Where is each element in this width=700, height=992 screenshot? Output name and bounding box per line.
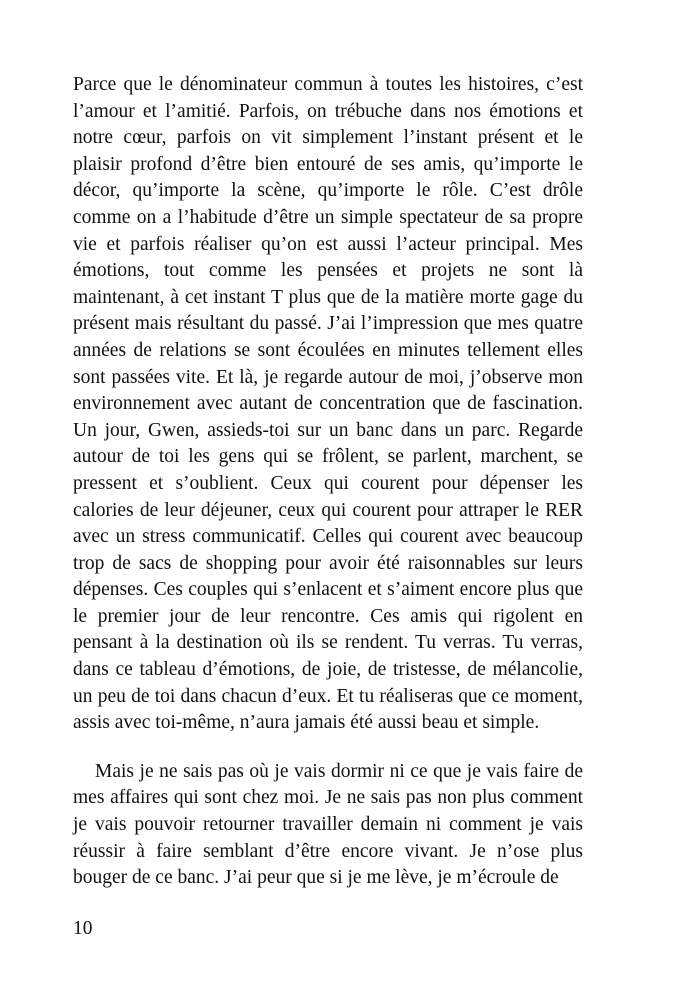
body-text [73, 72, 583, 892]
paragraph-2: Mais je ne sais pas où je vais dormir ni ce que je vais faire de mes affaires qui sont chez moi. Je ne sais pas non plus comment je vais pouvoir retourner travailler demain ni comment je vais réussir à faire semblant d’être encore vivant. Je n’ose plus bouger de ce banc. J’ai peur que si je me lève, je m’écroule de [73, 760, 583, 889]
page-number: 10 [73, 918, 93, 939]
paragraph-1: Parce que le dénominateur commun à toutes les histoires, c’est l’amour et l’amitié. Parfois, on trébuche dans nos émotions et notre cœur, parfois on vit simplement l’instant présent et le plaisir profond d’être bien entouré de ses amis, qu’importe le décor, qu’importe la scène, qu’importe le rôle. C’est drôle comme on a l’habitude d’être un simple spectateur de sa propre vie et parfois réaliser qu’on est aussi l’acteur principal. Mes émotions, tout comme les pensées et projets ne sont là maintenant, à cet instant T plus que de la matière morte gage du présent mais résultant du passé. J’ai l’impression que mes quatre années de relations se sont écoulées en minutes tellement elles sont passées vite. Et là, je regarde autour de moi, j’observe mon environnement avec autant de concentration que de fascination. Un jour, Gwen, assieds-toi sur un banc dans un parc. Regarde autour de toi les gens qui se frôlent, se parlent, marchent, se pressent et s’oublient. Ceux qui courent pour dépenser les calories de leur déjeuner, ceux qui courent pour attraper le RER avec un stress communicatif. Celles qui courent avec beaucoup trop de sacs de shopping pour avoir été raisonnables sur leurs dépenses. Ces couples qui s’enlacent et s’aiment encore plus que le premier jour de leur rencontre. Ces amis qui rigolent en pensant à la destination où ils se rendent. Tu verras. Tu verras, dans ce tableau d’émotions, de joie, de tristesse, de mélancolie, un peu de toi dans chacun d’eux. Et tu réaliseras que ce moment, assis avec toi-même, n’aura jamais été aussi beau et simple. [73, 74, 583, 734]
